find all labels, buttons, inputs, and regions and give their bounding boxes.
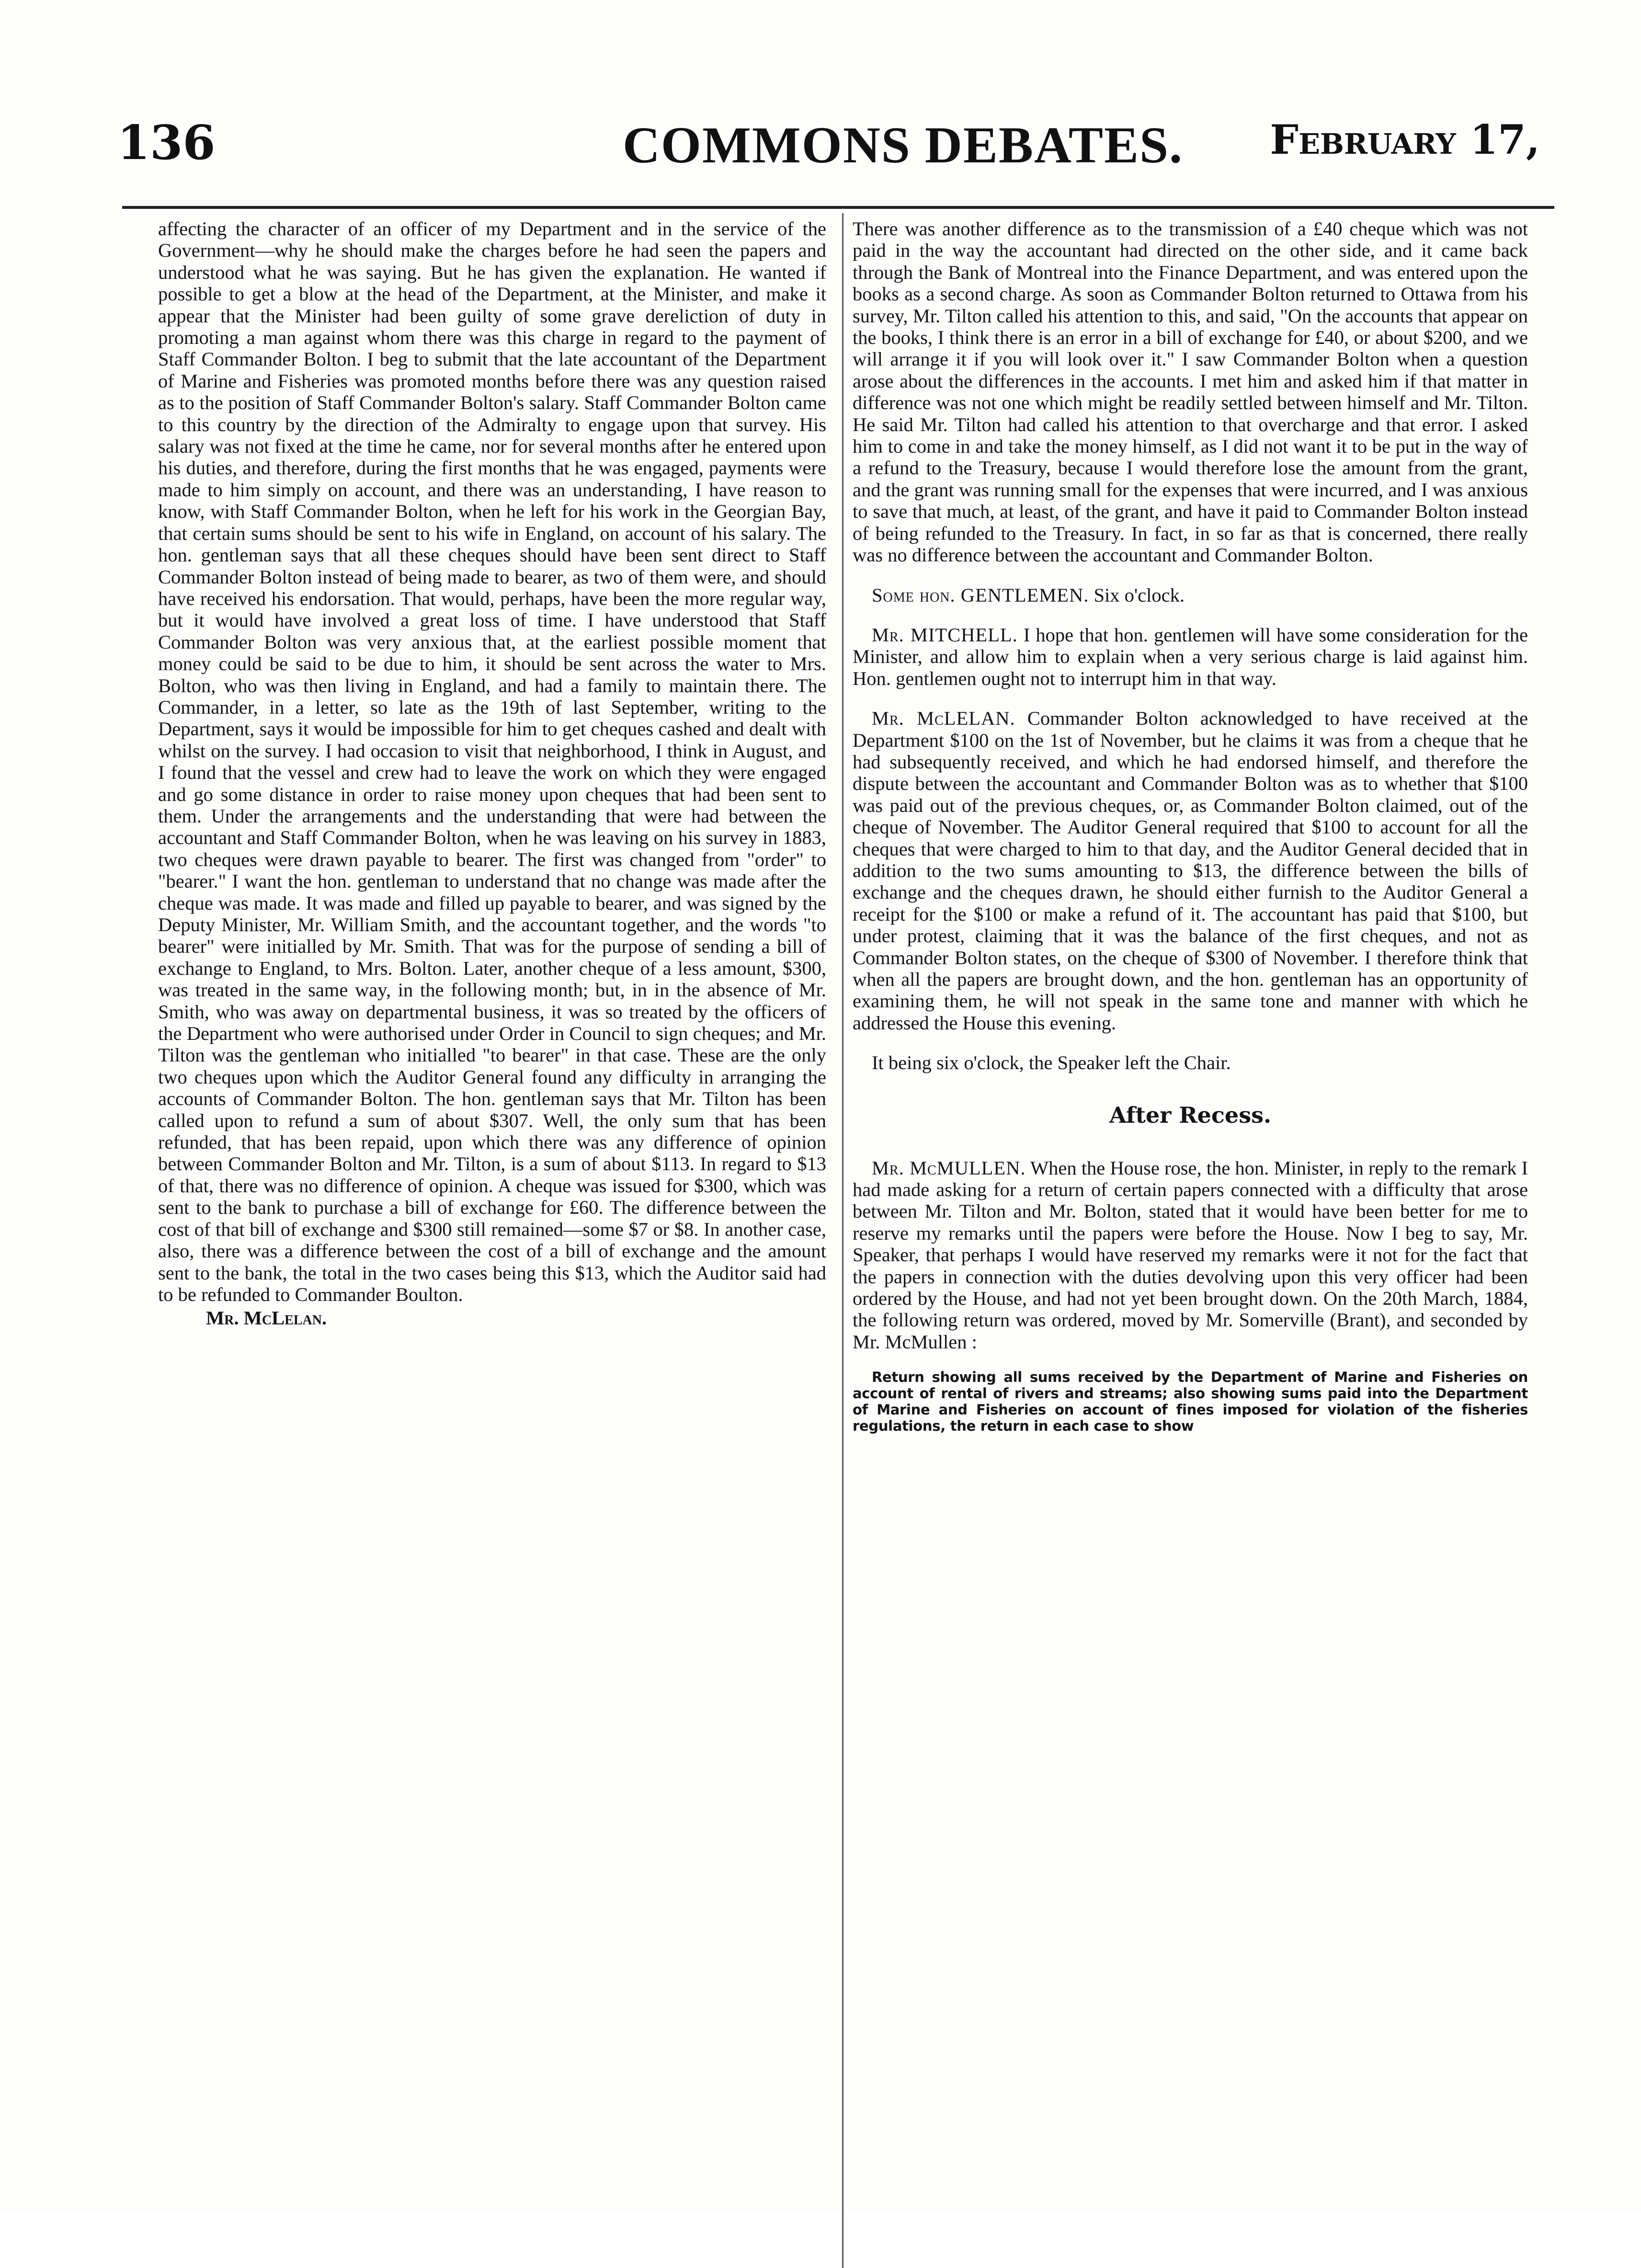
right-paragraph-4 — [853, 707, 1528, 1034]
speaker-name: Mr. McMULLEN. — [872, 1157, 1026, 1179]
right-paragraph-6 — [853, 1157, 1528, 1353]
speech-text: I hope that hon. gentlemen will have some consideration for the Minister, and allow him to explain when a very serious charge is laid against him. Hon. gentlemen ought not to interrupt him in that way. — [853, 624, 1528, 689]
page-date: February 17, — [1270, 116, 1540, 163]
speech-text: When the House rose, the hon. Minister, in reply to the remark I had made asking for a return of certain papers connected with a difficulty that arose between Mr. Tilton and Mr. Bolton, stated that it would have been better for me to reserve my remarks until the papers were before the House. Now I beg to say, Mr. Speaker, that perhaps I would have reserved my remarks were it not for the fact that the papers in connection with the duties devolving upon this very officer had been ordered by the House, and had not yet been brought down. On the 20th March, 1884, the following return was ordered, moved by Mr. Somerville (Brant), and seconded by Mr. McMullen : — [853, 1157, 1528, 1353]
right-paragraph-5: It being six o'clock, the Speaker left the Chair. — [872, 1052, 1231, 1074]
speech-text: Commander Bolton acknowledged to have received at the Department $100 on the 1st of November, but he claims it was from a cheque that he had subsequently received, and which he had endorsed himself, and therefore the dispute between the accountant and Commander Bolton was as to whether that $100 was paid out of the previous cheques, or, as Commander Bolton claimed, out of the cheque of November. The Auditor General required that $100 to account for all the cheques that were charged to him to that day, and the Auditor General decided that in addition to the two sums amounting to $13, the difference between the bills of exchange and the cheques drawn, he should either furnish to the Auditor General a receipt for the $100 or make a refund of it. The accountant has paid that $100, but under protest, claiming that it was the balance of the first cheques, and not as Commander Bolton states, on the cheque of $300 of November. I therefore think that when all the papers are brought down, and the hon. gentleman has an opportunity of examining them, he will not speak in the same tone and manner with which he addressed the House this evening. — [853, 707, 1528, 1034]
page-header — [117, 115, 1540, 187]
speaker-name: Some hon. GENTLEMEN. — [872, 584, 1089, 606]
left-paragraph-1: affecting the character of an officer of my Department and in the service of the Government—why he should make the charges before he had seen the papers and understood what he was saying. But he has given the explanation. He wanted if possible to get a blow at the head of the Department, at the Minister, and make it appear that the Minister had been guilty of some grave dereliction of duty in promoting a man against whom there was this charge in regard to the payment of Staff Commander Bolton. I beg to submit that the late accountant of the Department of Marine and Fisheries was promoted months before there was any question raised as to the position of Staff Commander Bolton's salary. Staff Commander Bolton came to this country by the direction of the Admiralty to engage upon that survey. His salary was not fixed at the time he came, nor for several months after he entered upon his duties, and therefore, during the first months that he was engaged, payments were made to him simply on account, and there was an understanding, I have reason to know, with Staff Commander Bolton, when he left for his work in the Georgian Bay, that certain sums should be sent to his wife in England, on account of his salary. The hon. gentleman says that all these cheques should have been sent direct to Staff Commander Bolton instead of being made to bearer, as two of them were, and should have received his endorsation. That would, perhaps, have been the more regular way, but it would have involved a great loss of time. I have understood that Staff Commander Bolton was very anxious that, at the earliest possible moment that money could be said to be due to him, it should be sent across the water to Mrs. Bolton, who was then living in England, and had a family to maintain there. The Commander, in a letter, so late as the 19th of last September, writing to the Department, says it would be impossible for him to get cheques cashed and dealt with whilst on the survey. I had occasion to visit that neighborhood, I think in August, and I found that the vessel and crew had to leave the work on which they were engaged and go some distance in order to raise money upon cheques that had been sent to them. Under the arrangements and the understanding that were had between the accountant and Staff Commander Bolton, when he was leaving on his survey in 1883, two cheques were drawn payable to bearer. The first was changed from "order" to "bearer." I want the hon. gentleman to understand that no change was made after the cheque was made. It was made and filled up payable to bearer, and was signed by the Deputy Minister, Mr. William Smith, and the accountant together, and the words "to bearer" were initialled by Mr. Smith. That was for the purpose of sending a bill of exchange to England, to Mrs. Bolton. Later, another cheque of a less amount, $300, was treated in the same way, in the following month; but, in in the absence of Mr. Smith, who was away on departmental business, it was so treated by the officers of the Department who were authorised under Order in Council to sign cheques; and Mr. Tilton was the gentleman who initialled "to bearer" in that case. These are the only two cheques upon which the Auditor General found any difficulty in arranging the accounts of Commander Bolton. The hon. gentleman says that Mr. Tilton has been called upon to refund a sum of about $307. Well, the only sum that has been refunded, that has been repaid, upon which there was any difference of opinion between Commander Bolton and Mr. Tilton, is a sum of about $113. In regard to $13 of that, there was no difference of opinion. A cheque was issued for $300, which was sent to the bank to purchase a bill of exchange for £60. The difference between the cost of that bill of exchange and $300 still remained—some $7 or $8. In another case, also, there was a difference between the cost of a bill of exchange and the amount sent to the bank, the total in the two cases being this $13, which the Auditor said had to be refunded to Commander Boulton. — [158, 218, 826, 1305]
right-paragraph-3 — [853, 624, 1528, 689]
speaker-name: Mr. McLELAN. — [872, 707, 1015, 729]
right-paragraph-2 — [853, 584, 1528, 606]
header-rule — [122, 206, 1554, 209]
speech-text: Six o'clock. — [1094, 584, 1185, 606]
page-number: 136 — [117, 115, 216, 171]
speaker-name: Mr. MITCHELL. — [872, 624, 1018, 646]
right-column — [853, 218, 1528, 1434]
publication-title: COMMONS DEBATES. — [622, 117, 1184, 174]
left-column — [158, 218, 826, 1329]
column-divider — [842, 213, 843, 2268]
return-order-text: Return showing all sums received by the Department of Marine and Fisheries on account of rental of rivers and streams; also showing sums paid into the Department of Marine and Fisheries on account of fines imposed for violation of the fisheries regulations, the return in each case to show — [853, 1369, 1528, 1435]
section-heading: After Recess. — [1109, 1102, 1271, 1128]
speaker-signature: Mr. McLelan. — [206, 1307, 327, 1329]
right-paragraph-1: There was another difference as to the transmission of a £40 cheque which was not paid in the way the accountant had directed on the other side, and it came back through the Bank of Montreal into the Finance Department, and was entered upon the books as a second charge. As soon as Commander Bolton returned to Ottawa from his survey, Mr. Tilton called his attention to this, and said, "On the accounts that appear on the books, I think there is an error in a bill of exchange for £40, or about $200, and we will arrange it if you will look over it." I saw Commander Bolton when a question arose about the differences in the accounts. I met him and asked him if that matter in difference was not one which might be readily settled between himself and Mr. Tilton. He said Mr. Tilton had called his attention to that overcharge and that error. I asked him to come in and take the money himself, as I did not want it to be put in the way of a refund to the Treasury, because I would therefore lose the amount from the grant, and the grant was running small for the expenses that were incurred, and I was anxious to save that much, at least, of the grant, and have it paid to Commander Bolton instead of being refunded to the Treasury. In fact, in so far as that is concerned, there really was no difference between the accountant and Commander Bolton. — [853, 218, 1528, 566]
